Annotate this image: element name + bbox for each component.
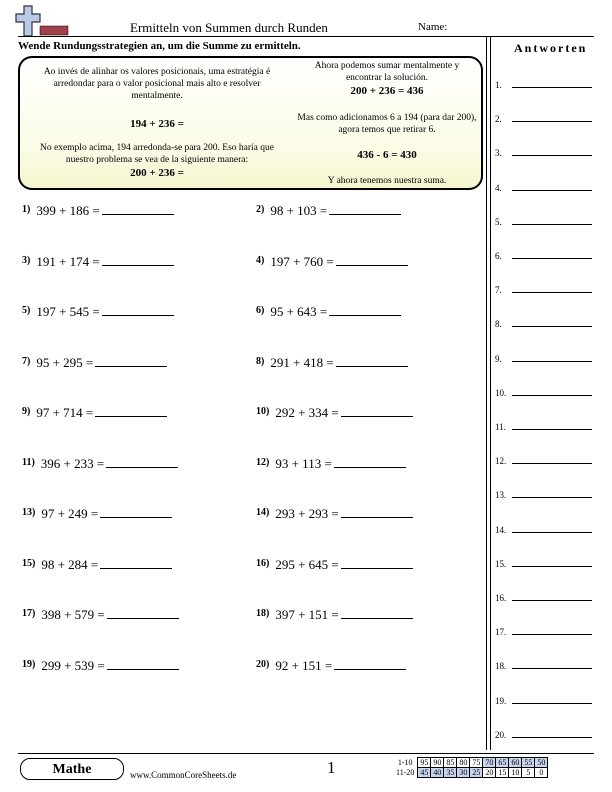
problem-expression: 291 + 418 = (270, 354, 334, 370)
answer-blank[interactable] (512, 497, 592, 498)
score-row (394, 768, 548, 778)
problem-number: 15) (22, 557, 36, 569)
answer-blank[interactable] (512, 668, 592, 669)
answer-item (495, 525, 595, 535)
answer-blank[interactable] (512, 326, 592, 327)
problem-number: 12) (256, 456, 270, 468)
problem-answer-blank[interactable] (107, 659, 179, 670)
answer-blank[interactable] (512, 224, 592, 225)
answer-blank[interactable] (512, 258, 592, 259)
answer-item (495, 114, 595, 124)
problem-number: 5) (22, 305, 31, 316)
score-table (394, 757, 548, 778)
answer-number: 15. (495, 558, 507, 569)
problem-expression: 399 + 186 = (36, 203, 100, 218)
answer-blank[interactable] (512, 190, 592, 191)
worksheet-title: Ermitteln von Summen durch Runden (130, 20, 328, 35)
problem-item (256, 254, 408, 270)
tip-left-equation: 194 + 236 = (130, 118, 184, 130)
tip-right-text-3: Y ahora tenemos nuestra suma. (327, 176, 447, 186)
problem-answer-blank[interactable] (341, 406, 413, 417)
problem-item (256, 203, 401, 219)
score-cell: 85 (444, 758, 457, 768)
answer-item (495, 319, 595, 329)
answer-number: 10. (495, 387, 507, 398)
answer-number: 17. (495, 627, 507, 638)
instructions: Wende Rundungsstrategien an, um die Summe zu ermitteln. (18, 40, 301, 52)
score-cell: 15 (496, 768, 509, 778)
score-cell: 70 (483, 758, 496, 768)
score-cell: 95 (418, 758, 431, 768)
score-cell: 40 (431, 768, 444, 778)
answer-item (495, 627, 595, 637)
problem-item (22, 405, 167, 421)
answer-item (495, 559, 595, 569)
header-divider (18, 36, 594, 37)
answer-blank[interactable] (512, 703, 592, 704)
tip-left-text: Ao invés de alinhar os valores posicionais, uma estratégia é arredondar para o valor posicional mais alto e resolver mentalmente. (43, 67, 271, 101)
answer-blank[interactable] (512, 292, 592, 293)
answer-item (495, 183, 595, 193)
answer-blank[interactable] (512, 361, 592, 362)
problem-expression: 191 + 174 = (36, 253, 100, 269)
problem-number: 19) (22, 658, 36, 670)
problem-number: 13) (22, 507, 36, 518)
problem-answer-blank[interactable] (334, 457, 406, 468)
answer-item (495, 661, 595, 671)
answer-item (495, 388, 595, 398)
problem-number: 20) (256, 658, 270, 670)
score-cell: 10 (509, 768, 522, 778)
strategy-tip-box (18, 56, 483, 190)
problem-item (256, 355, 408, 371)
answer-blank[interactable] (512, 463, 592, 464)
score-cell: 75 (470, 758, 483, 768)
answer-number: 2. (495, 114, 502, 125)
answer-item (495, 148, 595, 158)
problem-item (22, 557, 172, 573)
problem-expression: 397 + 151 = (275, 607, 339, 622)
answer-number: 5. (495, 216, 502, 227)
answer-number: 1. (495, 80, 502, 90)
answers-heading: Antworten (514, 41, 588, 55)
answer-item (495, 285, 595, 295)
problem-expression: 95 + 643 = (270, 304, 328, 319)
problem-item (256, 405, 413, 421)
score-cell: 60 (509, 758, 522, 768)
problem-answer-blank[interactable] (336, 356, 408, 367)
problem-number: 1) (22, 204, 31, 215)
problem-item (22, 456, 178, 472)
tip-left-text-2: No exemplo acima, 194 arredonda-se para 200. Eso haría que nuestro problema se vea de la siguiente manera: (40, 143, 274, 165)
problem-answer-blank[interactable] (341, 608, 413, 619)
score-row (394, 758, 548, 768)
answer-blank[interactable] (512, 87, 592, 88)
tip-right-equation: 200 + 236 = 436 (350, 85, 424, 97)
answer-number: 6. (495, 251, 502, 261)
problem-expression: 293 + 293 = (275, 506, 339, 521)
problem-expression: 299 + 539 = (41, 657, 105, 673)
answer-item (495, 456, 595, 466)
answer-blank[interactable] (512, 532, 592, 533)
tip-right-text-2: Mas como adicionamos 6 a 194 (para dar 200), agora temos que retirar 6. (297, 113, 477, 135)
score-cell: 50 (535, 758, 548, 768)
problem-expression: 197 + 545 = (36, 304, 100, 319)
score-cell: 5 (522, 768, 535, 778)
problem-answer-blank[interactable] (102, 305, 174, 316)
score-cell: 90 (431, 758, 444, 768)
answer-blank[interactable] (512, 634, 592, 635)
problem-item (256, 557, 413, 573)
answer-number: 11. (495, 422, 506, 432)
answer-item (495, 730, 595, 740)
problem-item (22, 203, 174, 219)
answer-number: 20. (495, 729, 507, 740)
score-cell: 25 (470, 768, 483, 778)
score-cell: 80 (457, 758, 470, 768)
answer-blank[interactable] (512, 121, 592, 122)
problem-number: 2) (256, 204, 265, 215)
problem-number: 14) (256, 507, 270, 518)
problem-answer-blank[interactable] (341, 507, 413, 518)
problem-expression: 396 + 233 = (40, 455, 105, 471)
problem-expression: 93 + 113 = (275, 455, 332, 471)
problem-expression: 292 + 334 = (275, 405, 339, 420)
problem-answer-blank[interactable] (334, 659, 406, 670)
problem-expression: 92 + 151 = (275, 657, 333, 673)
problem-expression: 97 + 714 = (36, 405, 94, 420)
answer-blank[interactable] (512, 566, 592, 567)
answer-item (495, 696, 595, 706)
problem-number: 3) (22, 254, 31, 266)
score-row-label: 11-20 (396, 768, 415, 777)
problem-expression: 97 + 249 = (41, 506, 99, 521)
problem-expression: 398 + 579 = (41, 607, 105, 622)
name-label: Name: (418, 21, 448, 33)
problem-number: 8) (256, 355, 265, 367)
answer-number: 4. (495, 182, 502, 193)
problem-expression: 197 + 760 = (270, 253, 334, 269)
problem-item (256, 658, 406, 674)
answer-number: 9. (495, 353, 502, 364)
problem-number: 4) (256, 254, 265, 266)
plus-logo-icon (14, 4, 74, 38)
problem-item (22, 658, 179, 674)
problem-answer-blank[interactable] (95, 406, 167, 417)
problem-item (22, 607, 179, 623)
answer-item (495, 217, 595, 227)
problem-answer-blank[interactable] (106, 457, 178, 468)
problem-item (22, 506, 172, 522)
problem-item (256, 456, 406, 472)
answer-number: 8. (495, 319, 502, 330)
problem-number: 9) (22, 406, 31, 417)
problem-answer-blank[interactable] (329, 305, 401, 316)
problem-item (22, 355, 167, 371)
answer-number: 7. (495, 285, 502, 296)
answer-blank[interactable] (512, 600, 592, 601)
answer-blank[interactable] (512, 155, 592, 156)
answer-number: 12. (495, 456, 507, 467)
answer-blank[interactable] (512, 395, 592, 396)
page-number: 1 (327, 758, 336, 777)
score-cell: 65 (496, 758, 509, 768)
problem-answer-blank[interactable] (100, 507, 172, 518)
answer-item (495, 251, 595, 261)
problem-expression: 98 + 103 = (270, 203, 328, 218)
answer-number: 16. (495, 593, 507, 603)
problem-item (22, 304, 174, 320)
answer-item (495, 354, 595, 364)
problem-answer-blank[interactable] (336, 255, 408, 266)
answer-item (495, 593, 595, 603)
problem-answer-blank[interactable] (329, 204, 401, 215)
problem-answer-blank[interactable] (102, 204, 174, 215)
problem-expression: 95 + 295 = (36, 354, 94, 370)
problem-answer-blank[interactable] (341, 558, 413, 569)
answer-blank[interactable] (512, 737, 592, 738)
score-cell: 30 (457, 768, 470, 778)
problem-answer-blank[interactable] (100, 558, 172, 569)
problem-item (256, 304, 401, 320)
problem-number: 11) (22, 456, 35, 468)
score-cell: 35 (444, 768, 457, 778)
answer-blank[interactable] (512, 429, 592, 430)
problem-number: 10) (256, 406, 270, 417)
problem-number: 18) (256, 608, 270, 619)
score-cell: 45 (418, 768, 431, 778)
problem-answer-blank[interactable] (107, 608, 179, 619)
answer-number: 3. (495, 148, 502, 159)
answer-item (495, 80, 595, 90)
answer-item (495, 422, 595, 432)
problem-expression: 98 + 284 = (41, 556, 99, 572)
footer-divider (18, 753, 594, 754)
tip-left-equation-2: 200 + 236 = (130, 167, 184, 179)
answer-item (495, 490, 595, 500)
answer-column-divider (486, 37, 487, 750)
problem-expression: 295 + 645 = (275, 556, 339, 572)
problem-answer-blank[interactable] (95, 356, 167, 367)
problem-number: 16) (256, 557, 270, 569)
answer-number: 18. (495, 661, 507, 672)
subject-badge: Mathe (20, 758, 124, 780)
problem-answer-blank[interactable] (102, 255, 174, 266)
website-label: www.CommonCoreSheets.de (130, 770, 237, 780)
score-cell: 20 (483, 768, 496, 778)
problem-item (256, 506, 413, 522)
answer-number: 19. (495, 695, 507, 706)
tip-right-text: Ahora podemos sumar mentalmente y encontrar la solución. (314, 61, 460, 83)
tip-right-equation-2: 436 - 6 = 430 (357, 149, 417, 161)
score-row-label: 1-10 (397, 758, 413, 767)
score-cell: 0 (535, 768, 548, 778)
problem-item (256, 607, 413, 623)
problem-number: 6) (256, 305, 265, 316)
answer-number: 14. (495, 524, 507, 535)
score-cell: 55 (522, 758, 535, 768)
answer-column-divider-inner (490, 37, 491, 750)
problem-item (22, 254, 174, 270)
answer-number: 13. (495, 490, 507, 501)
problem-number: 17) (22, 608, 36, 619)
problem-number: 7) (22, 355, 31, 367)
